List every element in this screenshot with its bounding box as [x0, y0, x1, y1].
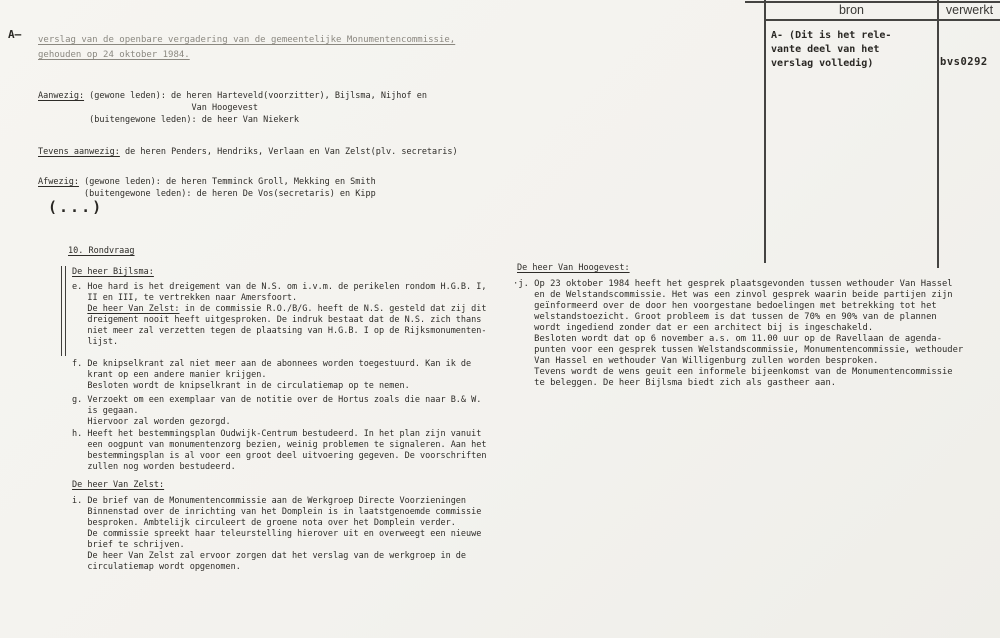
attendance-also-present	[38, 147, 458, 158]
item-j	[513, 279, 963, 389]
item-f-line: krant op een andere manier krijgen.	[72, 370, 267, 380]
form-bron-note-line: vante deel van het	[771, 44, 880, 55]
item-f	[72, 359, 471, 392]
attendance-present-line1: Aanwezig: (gewone leden): de heren Harteveld(voorzitter), Bijlsma, Nijhof en	[38, 91, 427, 101]
item-h-line: h. Heeft het bestemmingsplan Oudwijk-Centrum bestudeerd. In het plan zijn vanuit	[72, 429, 482, 439]
inline-speaker-vanzelst: De heer Van Zelst:	[87, 304, 180, 314]
section-heading-rondvraag: 10. Rondvraag	[68, 246, 135, 256]
form-table-divider	[937, 0, 939, 268]
item-j-line: geïnformeerd over de door hen voorgestane bedoelingen met betrekking tot het	[513, 301, 937, 311]
item-j-line: punten voor een gesprek tussen Welstandscommissie, Monumentencommissie, wethouder	[513, 345, 964, 355]
document-title-line1: verslag van de openbare vergadering van de gemeentelijke Monumentencommissie,	[38, 35, 456, 45]
item-j-line: Besloten wordt dat op 6 november a.s. om 11.00 uur op de Ravellaan de agenda-	[513, 334, 942, 344]
item-i	[72, 496, 481, 573]
item-g-line: g. Verzoekt om een exemplaar van de notitie over de Hortus zoals die naar B.& W.	[72, 395, 482, 405]
form-bron-note-line: verslag volledig)	[771, 58, 874, 69]
form-column-header-verwerkt: verwerkt	[945, 3, 994, 17]
item-e-line: De heer Van Zelst: in de commissie R.O./B/G. heeft de N.S. gesteld dat zij dit	[87, 304, 487, 314]
item-i-line: i. De brief van de Monumentencommissie aan de Werkgroep Directe Voorzieningen	[72, 496, 467, 506]
item-j-line: Tevens wordt de wens geuit een informele bijeenkomst van de Monumentencommissie	[513, 367, 953, 377]
margin-marker-a: A—	[8, 28, 22, 41]
item-g	[72, 395, 481, 428]
item-j-line: en de Welstandscommissie. Het was een zinvol gesprek waarin beide partijen zijn	[513, 290, 953, 300]
form-verwerkt-code: bvs0292	[940, 56, 988, 68]
attendance-also-present-label: Tevens aanwezig:	[38, 147, 120, 157]
attendance-present-line3: (buitengewone leden): de heer Van Niekerk	[38, 115, 299, 125]
document-title	[38, 33, 455, 63]
attendance-absent	[38, 176, 376, 200]
item-e	[72, 282, 487, 348]
item-g-line: Hiervoor zal worden gezorgd.	[72, 417, 231, 427]
item-g-line: is gegaan.	[72, 406, 139, 416]
item-i-line: De heer Van Zelst zal ervoor zorgen dat het verslag van de werkgroep in de	[72, 551, 467, 561]
speaker-heading-vanzelst: De heer Van Zelst:	[72, 480, 165, 490]
attendance-present-line2: Van Hoogevest	[38, 103, 259, 113]
item-i-line: Binnenstad over de inrichting van het Domplein is in laatstgenoemde commissie	[72, 507, 482, 517]
form-bron-note	[771, 29, 891, 71]
item-i-line: circulatiemap wordt opgenomen.	[72, 562, 241, 572]
item-h	[72, 429, 487, 473]
attendance-present-label: Aanwezig:	[38, 91, 85, 101]
item-f-line: f. De knipselkrant zal niet meer aan de abonnees worden toegestuurd. Kan ik de	[72, 359, 472, 369]
item-e-line: niet meer zal verzetten tegen de plaatsing van H.G.B. I op de Rijksmonumenten-	[72, 326, 487, 336]
item-f-line: Besloten wordt de knipselkrant in de circulatiemap op te nemen.	[72, 381, 410, 391]
item-j-line: Van Hassel en wethouder Van Willigenburg zullen worden besproken.	[513, 356, 879, 366]
item-j-line: te beleggen. De heer Bijlsma biedt zich als gastheer aan.	[513, 378, 837, 388]
item-i-line: besproken. Ambtelijk circuleert de groene nota over het Domplein verder.	[72, 518, 456, 528]
margin-emphasis-bar	[61, 266, 66, 356]
attendance-also-present-line: Tevens aanwezig: de heren Penders, Hendriks, Verlaan en Van Zelst(plv. secretaris)	[38, 147, 458, 157]
attendance-absent-line2: (buitengewone leden): de heren De Vos(secretaris) en Kipp	[38, 189, 376, 199]
form-table-left-border	[764, 0, 766, 263]
speaker-heading-vanhoogevest: De heer Van Hoogevest:	[517, 263, 630, 273]
form-bron-note-line: A- (Dit is het rele-	[771, 30, 892, 41]
item-h-line: een oogpunt van monumentenzorg bezien, weinig problemen te signaleren. Aan het	[72, 440, 487, 450]
item-e-line: dreigement nooit heeft uitgesproken. De indruk bestaat dat de N.S. zich thans	[72, 315, 482, 325]
item-h-line: zullen nog worden bestudeerd.	[72, 462, 236, 472]
document-title-line2: gehouden op 24 oktober 1984.	[38, 50, 190, 60]
omission-mark: (...)	[48, 198, 104, 216]
item-i-line: De commissie spreekt haar teleurstelling hierover uit en overweegt een nieuwe	[72, 529, 482, 539]
item-h-line: bestemmingsplan is al voor een groot deel uitvoering gegeven. De voorschriften	[72, 451, 487, 461]
item-i-line: brief te schrijven.	[72, 540, 185, 550]
item-j-line: welstandstoezicht. Groot probleem is dat tussen de 70% en 90% van de plannen	[513, 312, 937, 322]
speaker-heading-bijlsma: De heer Bijlsma:	[72, 267, 154, 277]
attendance-present	[38, 90, 427, 126]
item-e-line: lijst.	[72, 337, 119, 347]
form-column-header-bron: bron	[838, 3, 865, 17]
form-table-header-underline	[764, 19, 1000, 21]
item-j-line: ·j. Op 23 oktober 1984 heeft het gesprek plaatsgevonden tussen wethouder Van Hassel	[513, 279, 953, 289]
item-e-line: e. Hoe hard is het dreigement van de N.S. om i.v.m. de perikelen rondom H.G.B. I,	[72, 282, 487, 292]
attendance-absent-line1: Afwezig: (gewone leden): de heren Temminck Groll, Mekking en Smith	[38, 177, 376, 187]
item-j-line: wordt ingediend zonder dat er een architect bij is ingeschakeld.	[513, 323, 874, 333]
item-e-line: II en III, te vertrekken naar Amersfoort.	[72, 293, 298, 303]
attendance-absent-label: Afwezig:	[38, 177, 79, 187]
